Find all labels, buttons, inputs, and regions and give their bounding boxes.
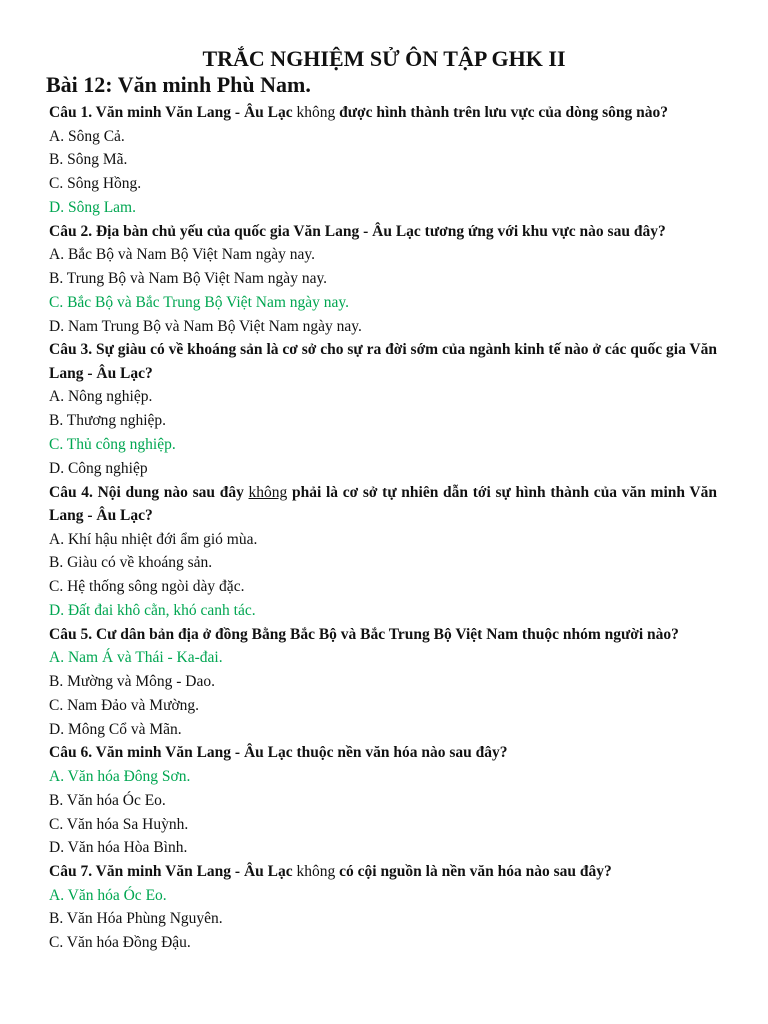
question-1 [49,101,717,125]
question-emphasis: không [292,104,340,121]
question-text-continued: phải là cơ sở tự nhiên dẫn tới sự hình thành của văn minh Văn Lang - Âu Lạc? [49,483,717,525]
question-3 [49,338,717,385]
question-text: Câu 3. Sự giàu có về khoáng sản là cơ sở cho sự ra đời sớm của ngành kinh tế nào ở các quốc gia Văn Lang - Âu Lạc? [49,341,717,382]
answer-option: C. Hệ thống sông ngòi dày đặc. [49,578,245,596]
question-emphasis: không [292,863,340,881]
answer-option: B. Giàu có về khoáng sản. [49,554,213,572]
answer-option: C. Văn hóa Đồng Đậu. [49,934,191,952]
answer-option: A. Bắc Bộ và Nam Bộ Việt Nam ngày nay. [49,246,315,264]
question-text: Câu 5. Cư dân bản địa ở đồng Bằng Bắc Bộ và Bắc Trung Bộ Việt Nam thuộc nhóm người nào? [49,625,679,643]
lesson-heading: Bài 12: Văn minh Phù Nam. [46,72,311,97]
answer-option-correct: C. Thủ công nghiệp. [49,435,176,453]
answer-option: D. Nam Trung Bộ và Nam Bộ Việt Nam ngày nay. [49,317,362,335]
answer-option: C. Văn hóa Sa Huỳnh. [49,815,189,833]
answer-option: B. Văn hóa Óc Eo. [49,791,166,809]
question-emphasis-underlined: không [248,483,288,501]
question-text-continued: có cội nguồn là nền văn hóa nào sau đây? [339,863,612,881]
answer-option-correct: C. Bắc Bộ và Bắc Trung Bộ Việt Nam ngày nay. [49,293,350,311]
page-title: TRẮC NGHIỆM SỬ ÔN TẬP GHK II [202,46,566,71]
answer-option-correct: D. Sông Lam. [49,198,136,216]
answer-option: A. Nông nghiệp. [49,388,153,406]
answer-option: D. Văn hóa Hòa Bình. [49,839,188,857]
answer-option: B. Sông Mã. [49,151,128,169]
answer-option-correct: A. Nam Á và Thái - Ka-đai. [49,649,223,667]
answer-option: A. Khí hậu nhiệt đới ẩm gió mùa. [49,530,258,548]
answer-option: B. Văn Hóa Phùng Nguyên. [49,910,223,928]
answer-option: A. Sông Cả. [49,127,125,145]
question-7 [49,860,717,884]
answer-option: B. Thương nghiệp. [49,412,167,430]
question-2 [49,220,717,244]
question-6 [49,741,717,765]
answer-option: D. Mông Cổ và Mãn. [49,720,182,738]
answer-option: D. Công nghiệp [49,459,148,477]
answer-option-correct: A. Văn hóa Đông Sơn. [49,767,191,785]
question-4 [49,481,717,528]
answer-option: C. Sông Hồng. [49,175,142,193]
question-text: Câu 7. Văn minh Văn Lang - Âu Lạc [49,863,293,881]
question-text: Câu 2. Địa bàn chủ yếu của quốc gia Văn Lang - Âu Lạc tương ứng với khu vực nào sau đây? [49,222,666,240]
question-text: Câu 6. Văn minh Văn Lang - Âu Lạc thuộc nền văn hóa nào sau đây? [49,744,508,762]
answer-option-correct: D. Đất đai khô cằn, khó canh tác. [49,601,256,619]
question-text: Câu 4. Nội dung nào sau đây [49,483,249,501]
answer-option: C. Nam Đảo và Mường. [49,696,200,714]
question-5 [49,623,717,647]
answer-option-correct: A. Văn hóa Óc Eo. [49,886,167,904]
question-list [49,101,717,955]
question-text: Câu 1. Văn minh Văn Lang - Âu Lạc [49,104,293,121]
question-text-continued: được hình thành trên lưu vực của dòng sông nào? [339,104,669,121]
answer-option: B. Trung Bộ và Nam Bộ Việt Nam ngày nay. [49,269,328,287]
answer-option: B. Mường và Mông - Dao. [49,673,215,691]
